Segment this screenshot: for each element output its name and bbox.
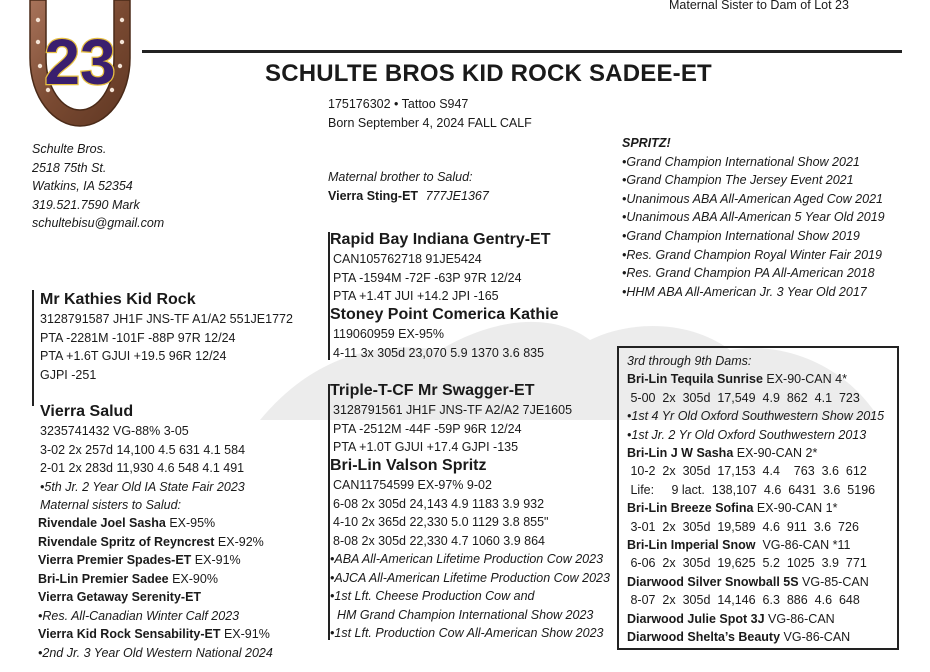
dams-dam-name: Bri-Lin Valson Spritz (330, 457, 487, 474)
dams-dam-honor: HM Grand Champion International Show 2023 (330, 607, 594, 622)
spritz-honor: •Grand Champion International Show 2019 (622, 228, 860, 243)
dam-name: Vierra Salud (40, 403, 134, 420)
sister-note: •Res. All-Canadian Winter Calf 2023 (38, 608, 240, 623)
maternal-brother-block (328, 168, 489, 205)
maternal-brother-heading: Maternal brother to Salud: (328, 170, 473, 184)
dams-dam-block (330, 456, 610, 643)
ancestral-dam: Bri-Lin Imperial Snow VG-86-CAN *11 (627, 538, 851, 553)
spritz-honor: •HHM ABA All-American Jr. 3 Year Old 2017 (622, 284, 867, 299)
sister-item: Vierra Kid Rock Sensability-ET EX-91% (38, 627, 270, 641)
ancestral-dam-note: •1st Jr. 2 Yr Old Oxford Southwestern 2013 (627, 427, 867, 442)
lot-number: 23 (44, 26, 116, 98)
ancestral-dam-record: 10-2 2x 305d 17,153 4.4 763 3.6 612 (627, 464, 867, 479)
consignor-block (32, 140, 164, 233)
sire-info: PTA +1.6T GJUI +19.5 96R 12/24 (40, 349, 227, 363)
ancestral-dam-record: 8-07 2x 305d 14,146 6.3 886 4.6 648 (627, 593, 860, 608)
sires-sire-info: PTA -1594M -72F -63P 97R 12/24 (333, 270, 522, 285)
top-note: Maternal Sister to Dam of Lot 23 (669, 0, 849, 12)
dam-record: 2-01 2x 283d 11,930 4.6 548 4.1 491 (40, 461, 245, 475)
sister-item: Vierra Premier Spades-ET EX-91% (38, 553, 241, 567)
sire-info: GJPI -251 (40, 367, 97, 382)
dam-honor: •5th Jr. 2 Year Old IA State Fair 2023 (40, 479, 245, 494)
consignor-line: Schulte Bros. (32, 142, 107, 156)
ancestral-dam: Bri-Lin Breeze Sofina EX-90-CAN 1* (627, 501, 838, 516)
sisters-heading: Maternal sisters to Salud: (40, 498, 182, 512)
header-rule (142, 50, 902, 53)
sires-sire-name: Rapid Bay Indiana Gentry-ET (330, 231, 551, 248)
spritz-honor: •Res. Grand Champion PA All-American 2018 (622, 266, 875, 281)
ancestral-dam: Bri-Lin J W Sasha EX-90-CAN 2* (627, 446, 818, 461)
dams-dam-honor: •AJCA All-American Lifetime Production Cow 2023 (330, 570, 610, 585)
sister-note: •2nd Jr. 3 Year Old Western National 2024 (38, 645, 273, 660)
ancestral-dam-record: 3-01 2x 305d 19,589 4.6 911 3.6 726 (627, 519, 859, 534)
spritz-honor: •Grand Champion International Show 2021 (622, 154, 860, 169)
dams-dam-honor: •1st Lft. Cheese Production Cow and (330, 589, 535, 604)
spritz-honor: •Res. Grand Champion Royal Winter Fair 2019 (622, 247, 882, 262)
sire-name: Mr Kathies Kid Rock (40, 291, 196, 308)
lot-horseshoe-logo (16, 0, 144, 132)
dams-dam-record: 6-08 2x 305d 24,143 4.9 1183 3.9 932 (333, 496, 545, 511)
sister-item: Bri-Lin Premier Sadee EX-90% (38, 571, 218, 586)
sires-dam-info: 119060959 EX-95% (333, 327, 444, 341)
ancestral-dam-record: 5-00 2x 305d 17,549 4.9 862 4.1 723 (627, 390, 860, 405)
sires-sire-block (330, 230, 550, 306)
registration-line: 175176302 • Tattoo S947 (328, 97, 469, 111)
dams-dam-info: CAN11754599 EX-97% 9-02 (333, 478, 492, 492)
dams-sire-info: 3128791561 JH1F JNS-TF A2/A2 7JE1605 (333, 403, 573, 417)
dams-dam-honor: •ABA All-American Lifetime Production Cow 2023 (330, 552, 604, 566)
spritz-honors-block (622, 134, 885, 301)
maternal-sisters-list (38, 514, 273, 662)
dams-sire-name: Triple-T-CF Mr Swagger-ET (330, 382, 535, 399)
maternal-brother-name: Vierra Sting-ET (328, 188, 419, 203)
sire-info: 3128791587 JH1F JNS-TF A1/A2 551JE1772 (40, 312, 293, 326)
dams-sire-info: PTA +1.0T GJUI +17.4 GJPI -135 (333, 440, 519, 454)
spritz-honor: •Unanimous ABA All-American 5 Year Old 2019 (622, 210, 885, 225)
spritz-honor: •Unanimous ABA All-American Aged Cow 2021 (622, 191, 883, 206)
dam-block (40, 402, 245, 515)
sister-item: Vierra Getaway Serenity-ET (38, 590, 202, 604)
dams-dam-honor: •1st Lft. Production Cow All-American Show 2023 (330, 626, 604, 641)
sires-sire-info: CAN105762718 91JE5424 (333, 252, 482, 266)
sires-dam-name: Stoney Point Comerica Kathie (330, 306, 559, 323)
consignor-line: Watkins, IA 52354 (32, 179, 133, 193)
spritz-honor: •Grand Champion The Jersey Event 2021 (622, 173, 854, 188)
ancestral-dam-note: •1st 4 Yr Old Oxford Southwestern Show 2015 (627, 409, 885, 424)
dam-record: 3-02 2x 257d 14,100 4.5 631 4.1 584 (40, 442, 246, 457)
dams-dam-record: 4-10 2x 365d 22,330 5.0 1129 3.8 855" (333, 515, 549, 529)
sister-item: Rivendale Spritz of Reyncrest EX-92% (38, 534, 264, 549)
sire-bracket (32, 290, 34, 406)
ancestral-dam: Diarwood Shelta’s Beauty VG-86-CAN (627, 630, 851, 645)
ancestral-dam: Diarwood Julie Spot 3J VG-86-CAN (627, 611, 835, 626)
sire-info: PTA -2281M -101F -88P 97R 12/24 (40, 330, 236, 345)
consignor-email[interactable]: schultebisu@gmail.com (32, 216, 165, 230)
ancestral-dam: Bri-Lin Tequila Sunrise EX-90-CAN 4* (627, 372, 847, 387)
ancestral-dams-heading: 3rd through 9th Dams: (627, 354, 752, 368)
sire-block (40, 290, 293, 384)
sister-item: Rivendale Joel Sasha EX-95% (38, 516, 216, 530)
ancestral-dams-box (617, 346, 899, 650)
maternal-brother-code: 777JE1367 (425, 188, 489, 203)
dams-sire-block (330, 381, 572, 457)
sires-sire-info: PTA +1.4T JUI +14.2 JPI -165 (333, 289, 499, 303)
dams-sire-info: PTA -2512M -44F -59P 96R 12/24 (333, 421, 522, 436)
consignor-phone: 319.521.7590 Mark (32, 197, 140, 212)
sires-dam-record: 4-11 3x 305d 23,070 5.9 1370 3.6 835 (333, 345, 545, 360)
birth-line: Born September 4, 2024 FALL CALF (328, 116, 532, 130)
ancestral-dam-record: 6-06 2x 305d 19,625 5.2 1025 3.9 771 (627, 556, 867, 571)
dams-dam-record: 8-08 2x 305d 22,330 4.7 1060 3.9 864 (333, 533, 545, 548)
sires-dam-block (330, 305, 559, 362)
consignor-line: 2518 75th St. (32, 160, 107, 175)
ancestral-dam: Diarwood Silver Snowball 5S VG-85-CAN (627, 574, 869, 589)
ancestral-dam-record: Life: 9 lact. 138,107 4.6 6431 3.6 5196 (627, 482, 876, 497)
dam-info: 3235741432 VG-88% 3-05 (40, 424, 189, 438)
spritz-heading: SPRITZ! (622, 136, 671, 150)
animal-title: SCHULTE BROS KID ROCK SADEE-ET (265, 60, 712, 87)
